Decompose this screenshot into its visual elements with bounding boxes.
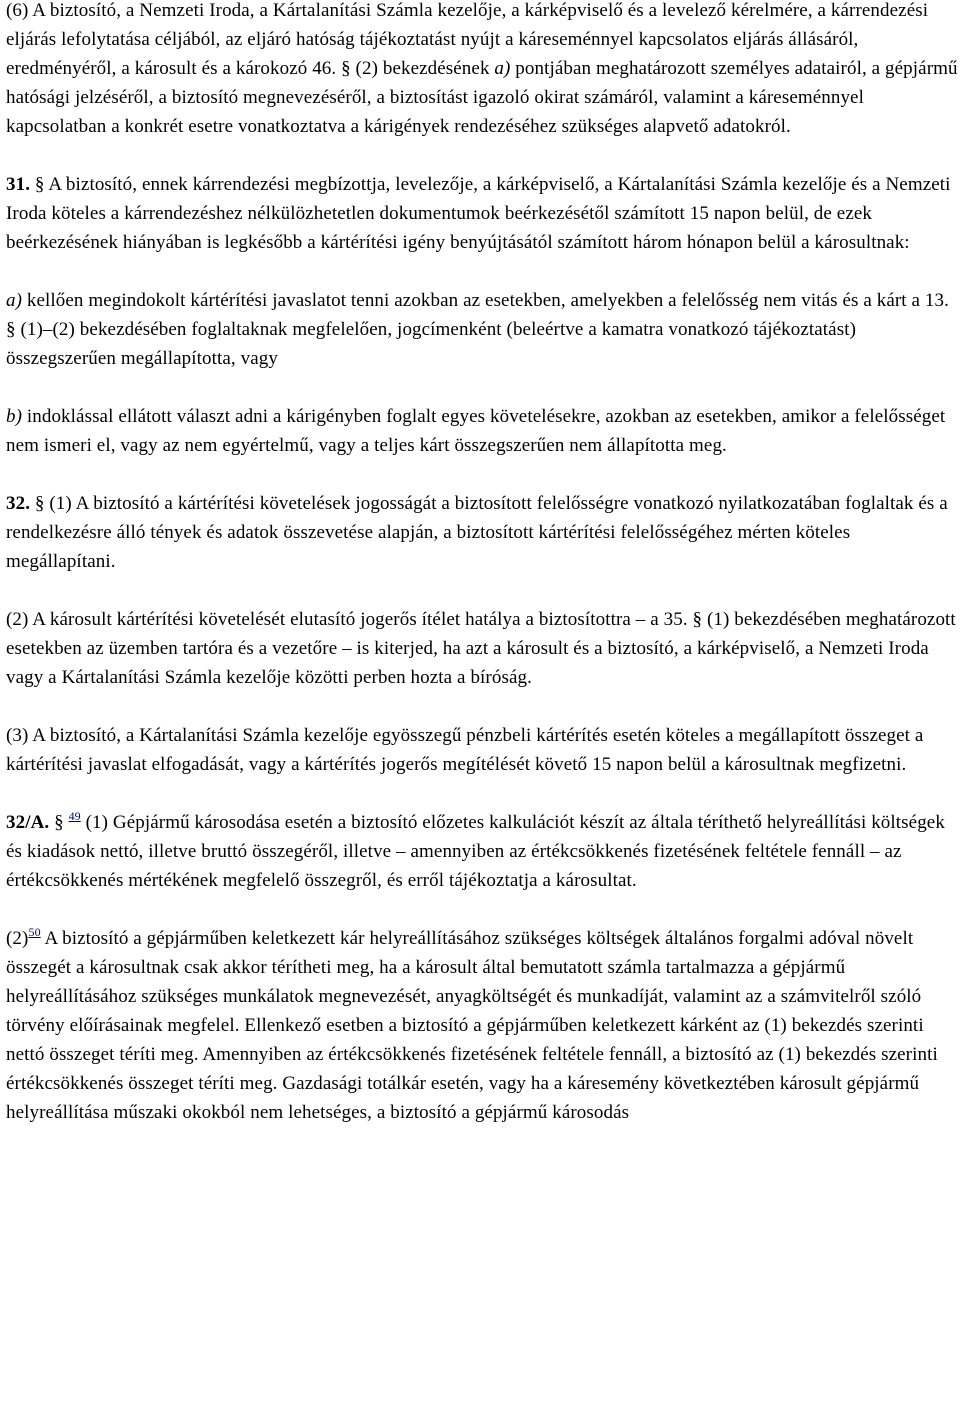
- section-text: (1) Gépjármű károsodása esetén a biztosító előzetes kalkulációt készít az általa téríthető helyreállítási költségek és kiadások nettó, illetve bruttó összegéről, illetve – amennyiben az értékcsökkenés fizetésének feltétele fennáll – az értékcsökkenés mértékének megfelelő összegről, és erről tájékoztatja a károsultat.: [6, 812, 945, 891]
- section-31-point-b: [6, 402, 960, 460]
- paragraph-text: pontjában meghatározott személyes adatairól, a gépjármű hatósági jelzéséről, a biztosító megnevezéséről, a biztosítást igazoló okirat számáról, valamint a káreseménnyel kapcsolatban a konkrét esetre vonatkoztatva a kárigények rendezéséhez szükséges alapvető adatokról.: [6, 58, 958, 137]
- section-31: [6, 170, 960, 257]
- section-32-paragraph-3: [6, 721, 960, 779]
- section-number: 31.: [6, 174, 31, 195]
- section-number: 32.: [6, 493, 31, 514]
- section-text: § (1) A biztosító a kártérítési követelések jogosságát a biztosított felelősségre vonatkozó nyilatkozatában foglaltak és a rendelkezésre álló tények és adatok összevetése alapján, a biztosított kártérítési felelősségéhez mérten köteles megállapítani.: [6, 493, 948, 572]
- section-31-point-a: [6, 286, 960, 373]
- point-text: indoklással ellátott választ adni a kárigényben foglalt egyes követelésekre, azokban az esetekben, amikor a felelősséget nem ismeri el, vagy az nem egyértelmű, vagy a teljes kárt összegszerűen nem állapította meg.: [6, 406, 946, 456]
- section-text: (3) A biztosító, a Kártalanítási Számla kezelője egyösszegű pénzbeli kártérítés esetén köteles a megállapított összeget a kártérítési javaslat elfogadását, vagy a kártérítés jogerős megítélését követő 15 napon belül a károsultnak megfizetni.: [6, 725, 924, 775]
- point-marker: a): [6, 290, 23, 311]
- section-32-paragraph-2: [6, 605, 960, 692]
- section-text: § A biztosító, ennek kárrendezési megbízottja, levelezője, a kárképviselő, a Kártalanítási Számla kezelője és a Nemzeti Iroda köteles a kárrendezéshez nélkülözhetetlen dokumentumok beérkezésétől számított 15 napon belül, de ezek beérkezésének hiányában is legkésőbb a kártérítési igény benyújtásától számított három hónapon belül a károsultnak:: [6, 174, 951, 253]
- footnote-link-49[interactable]: 49: [68, 809, 81, 823]
- section-32-paragraph-1: [6, 489, 960, 576]
- section-sign: §: [49, 812, 69, 833]
- paragraph-6: [6, 0, 960, 141]
- point-text: kellően megindokolt kártérítési javaslatot tenni azokban az esetekben, amelyekben a felelősség nem vitás és a kárt a 13. § (1)–(2) bekezdésében foglaltaknak megfelelően, jogcímenként (beleértve a kamatra vonatkozó tájékoztatást) összegszerűen megállapította, vagy: [6, 290, 949, 369]
- paragraph-number: (2): [6, 928, 29, 949]
- footnote-link-50[interactable]: 50: [28, 925, 41, 939]
- point-marker: a): [494, 58, 511, 79]
- section-32a-paragraph-1: [6, 808, 960, 895]
- point-marker: b): [6, 406, 23, 427]
- section-text: (2) A károsult kártérítési követelését elutasító jogerős ítélet hatálya a biztosítottra – a 35. § (1) bekezdésében meghatározott esetekben az üzemben tartóra és a vezetőre – is kiterjed, ha azt a károsult és a biztosító, a kárképviselő, a Nemzeti Iroda vagy a Kártalanítási Számla kezelője közötti perben hozta a bíróság.: [6, 609, 956, 688]
- paragraph-text: (6) A biztosító, a Nemzeti Iroda, a Kártalanítási Számla kezelője, a kárképviselő és a levelező kérelmére, a kárrendezési eljárás lefolytatása céljából, az eljáró hatóság tájékoztatást nyújt a káreseménnyel kapcsolatos eljárás állásáról, eredményéről, a károsult és a károkozó 46. § (2) bekezdésének: [6, 0, 929, 79]
- section-32a-paragraph-2: [6, 924, 960, 1127]
- section-number: 32/A.: [6, 812, 50, 833]
- section-text: A biztosító a gépjárműben keletkezett kár helyreállításához szükséges költségek általános forgalmi adóval növelt összegét a károsultnak csak akkor térítheti meg, ha a károsult által bemutatott számla tartalmazza a gépjármű helyreállításához szükséges munkálatok megnevezését, anyagköltségét és munkadíját, valamint az a számvitelről szóló törvény előírásainak megfelel. Ellenkező esetben a biztosító a gépjárműben keletkezett kárként az (1) bekezdés szerinti nettó összeget téríti meg. Amennyiben az értékcsökkenés fizetésének feltétele fennáll, a biztosító az (1) bekezdés szerinti értékcsökkenés összeget téríti meg. Gazdasági totálkár esetén, vagy ha a káresemény következtében károsult gépjármű helyreállítása műszaki okokból nem lehetséges, a biztosító a gépjármű károsodás: [6, 928, 938, 1123]
